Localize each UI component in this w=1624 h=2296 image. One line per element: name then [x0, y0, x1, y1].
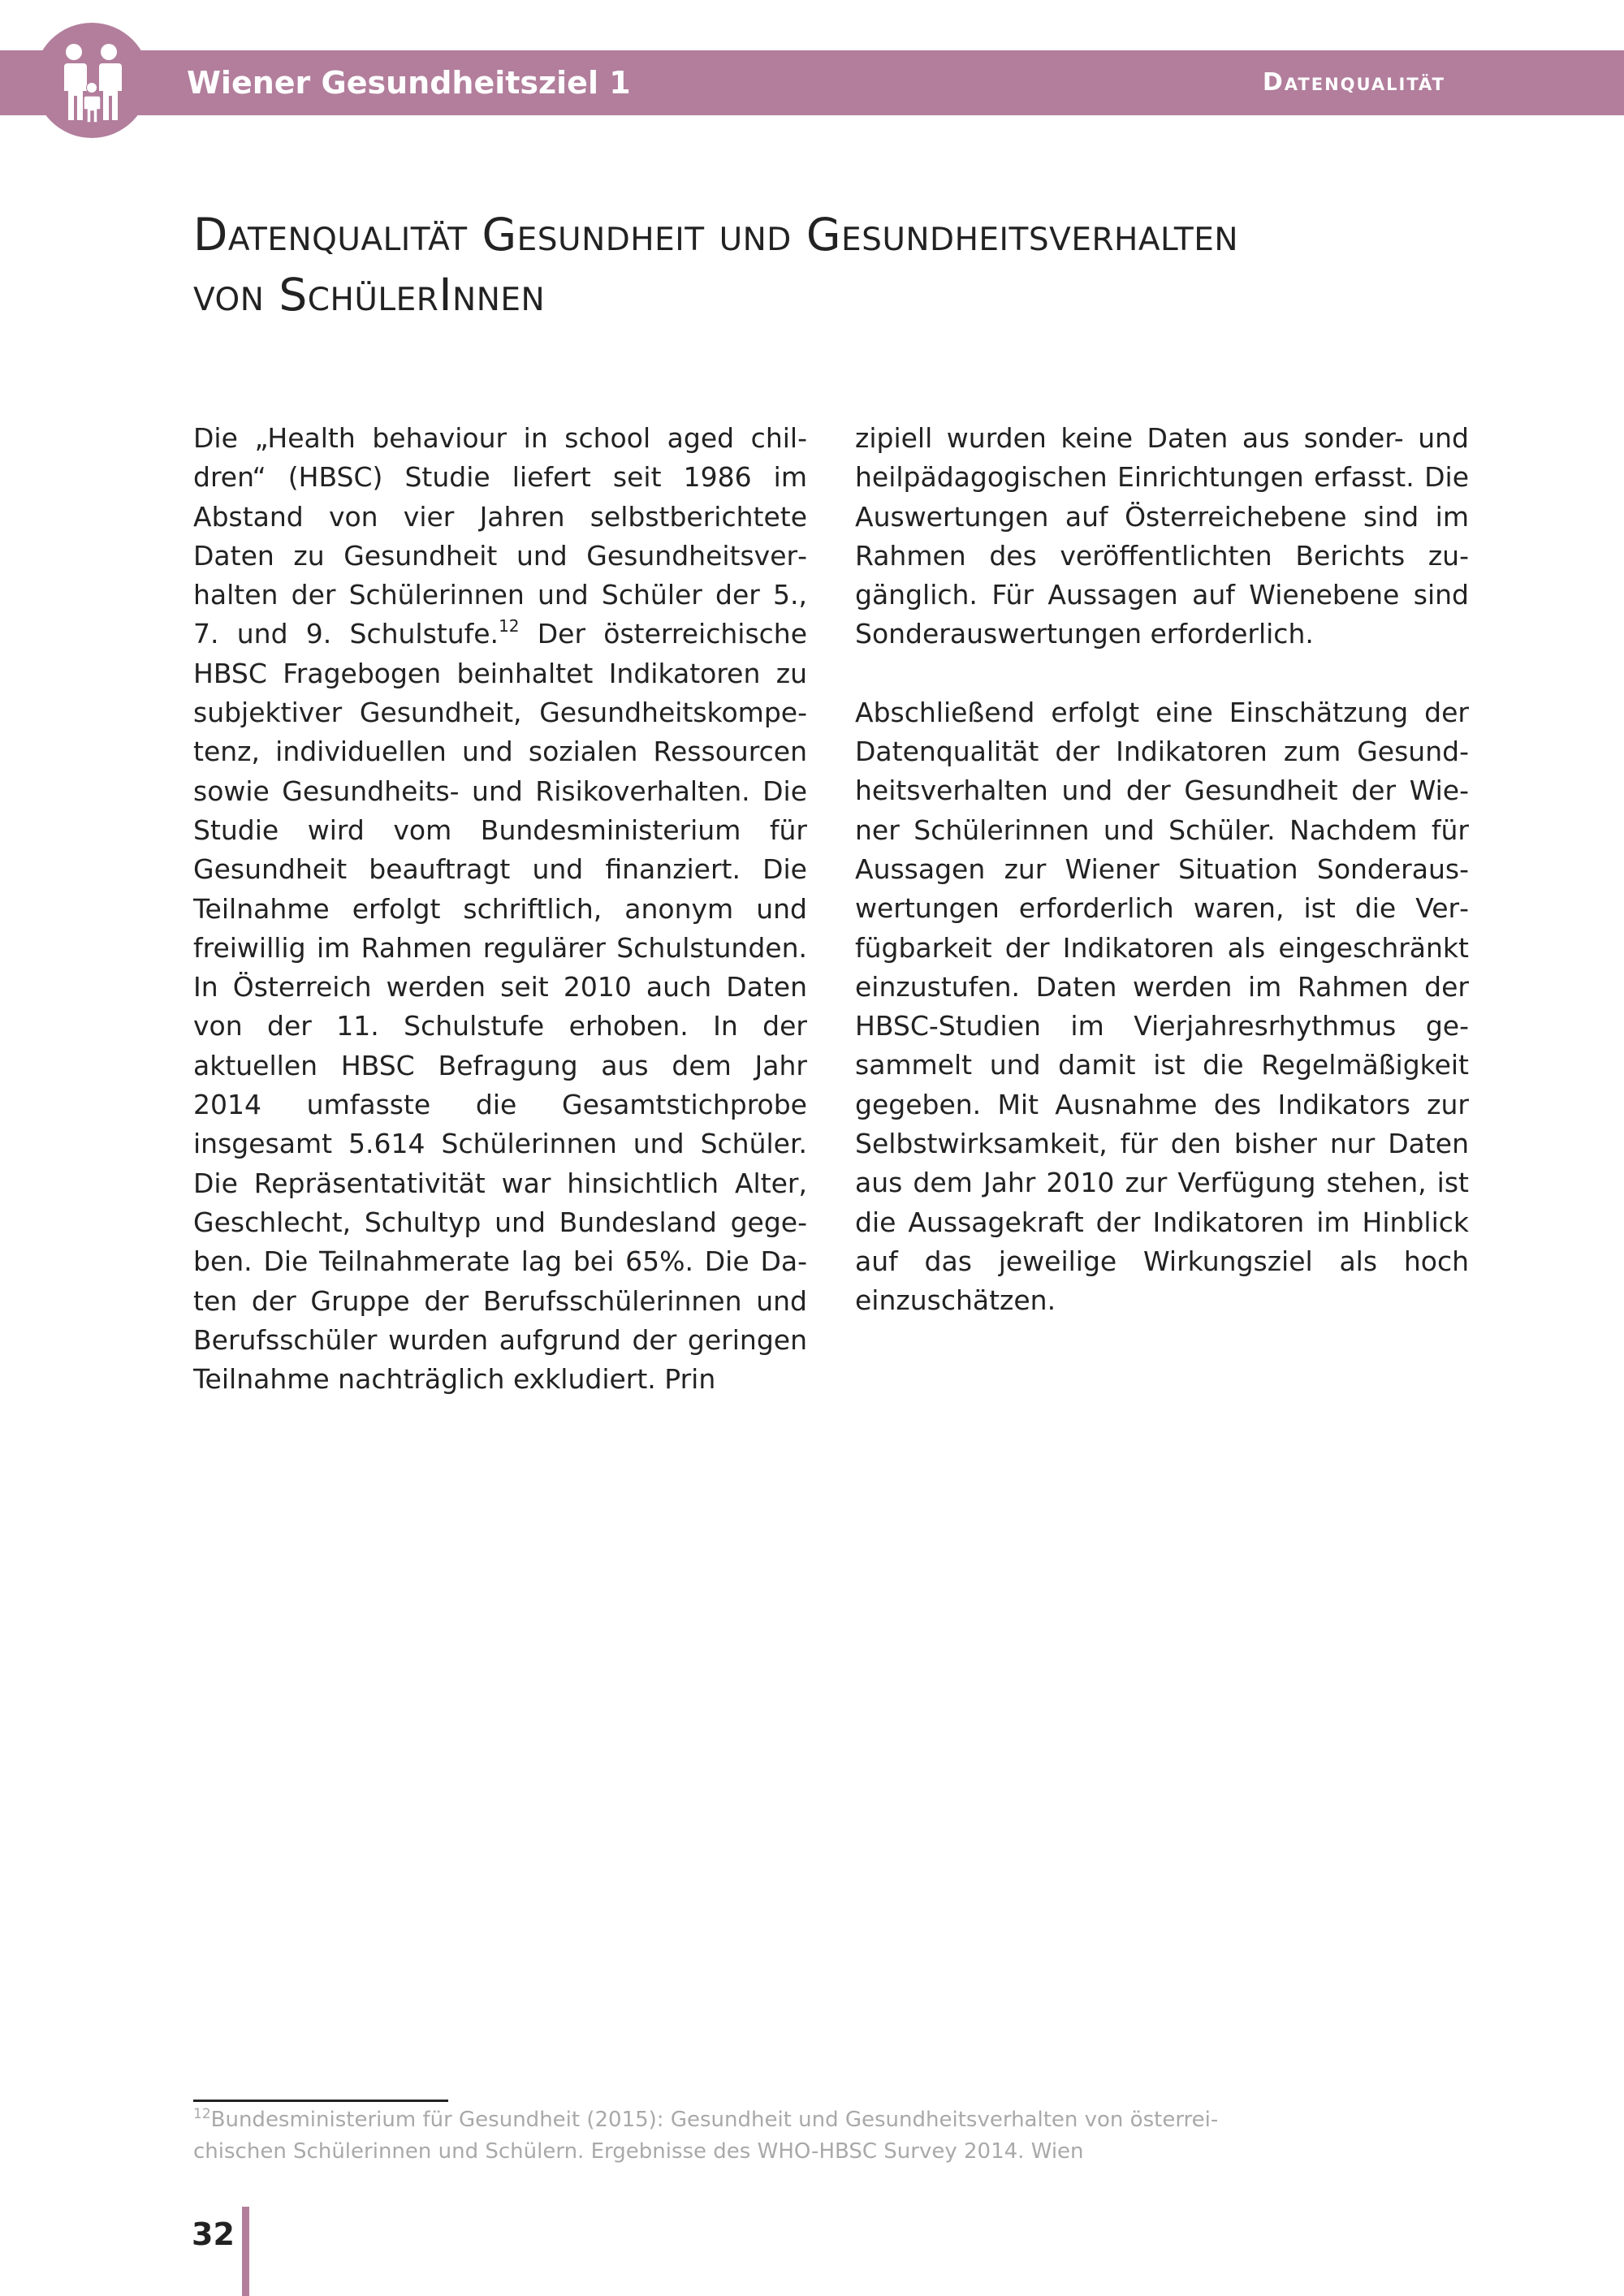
footnote-reference: 12	[499, 616, 520, 637]
body-column-right	[855, 419, 1469, 1321]
header-title: Wiener Gesundheitsziel 1	[187, 65, 631, 101]
page-title-line-2: von SchülerInnen	[193, 269, 546, 321]
paragraph-text: Die „Health behaviour in school aged children“ (HBSC) Studie liefert seit 1986 im Abstand von vier Jahren selbstberichtete Daten zu Gesundheit und Gesundheitsverhalten der Schülerinnen und Schüler der 5., 7. und 9. Schulstufe.	[193, 422, 807, 650]
logo-badge	[34, 23, 149, 138]
page-number-bar	[242, 2207, 249, 2296]
paragraph: Abschließend erfolgt eine Einschätzung der Datenqualität der Indikatoren zum Gesundheitsverhalten und der Gesundheit der Wiener Schülerinnen und Schüler. Nachdem für Aussagen zur Wiener Situation Sonderauswertungen erforderlich waren, ist die Verfügbarkeit der Indikatoren als eingeschränkt einzustufen. Daten werden im Rahmen der HBSC-Studien im Vierjahresrhythmus gesammelt und damit ist die Regelmäßigkeit gegeben. Mit Ausnahme des Indikators zur Selbstwirksamkeit, für den bisher nur Daten aus dem Jahr 2010 zur Verfügung stehen, ist die Aussagekraft der Indikatoren im Hinblick auf das jeweilige Wirkungsziel als hoch einzuschätzen.	[855, 696, 1469, 1317]
body-column-left	[193, 419, 807, 1399]
page-number: 32	[192, 2216, 235, 2252]
footnote-number: 12	[193, 2106, 211, 2122]
footnote-rule	[193, 2100, 448, 2102]
paragraph-text: Der österreichische HBSC Fragebogen beinhaltet Indikatoren zu subjektiver Gesundheit, Gesundheitskompetenz, individuellen und sozialen Ressourcen sowie Gesundheits- und Risikoverhalten. Die Studie wird vom Bundesministerium für Gesundheit beauftragt und finanziert. Die Teilnahme erfolgt schriftlich, anonym und freiwillig im Rahmen regulärer Schulstunden. In Österreich werden seit 2010 auch Daten von der 11. Schulstufe erhoben. In der aktuellen HBSC Befragung aus dem Jahr 2014 umfasste die Gesamtstichprobe insgesamt 5.614 Schülerinnen und Schüler. Die Repräsentativität war hinsichtlich Alter, Geschlecht, Schultyp und Bundesland gegeben. Die Teilnahmerate lag bei 65%. Die Daten der Gruppe der Berufsschülerinnen und Berufsschüler wurden aufgrund der geringen Teilnahme nachträglich exkludiert. Prin	[193, 618, 808, 1396]
footnote-line-1: Bundesministerium für Gesundheit (2015): Gesundheit und Gesundheitsverhalten von österrei-	[210, 2108, 1219, 2132]
footnote	[193, 2104, 1249, 2168]
page-title	[193, 205, 1427, 325]
footnote-line-2: chischen Schülerinnen und Schülern. Ergebnisse des WHO-HBSC Survey 2014. Wien	[193, 2139, 1084, 2164]
family-icon	[34, 23, 149, 138]
paragraph	[193, 419, 807, 1399]
paragraph: zipiell wurden keine Daten aus sonder- und heilpädagogischen Einrichtungen erfasst. Die Auswertungen auf Österreichebene sind im Rahmen des veröffentlichten Berichts zugänglich. Für Aussagen auf Wienebene sind Sonderauswertungen erforderlich.	[855, 422, 1469, 650]
header-section-label: Datenqualität	[1262, 68, 1445, 97]
page-title-line-1: Datenqualität Gesundheit und Gesundheitsverhalten	[193, 209, 1239, 261]
